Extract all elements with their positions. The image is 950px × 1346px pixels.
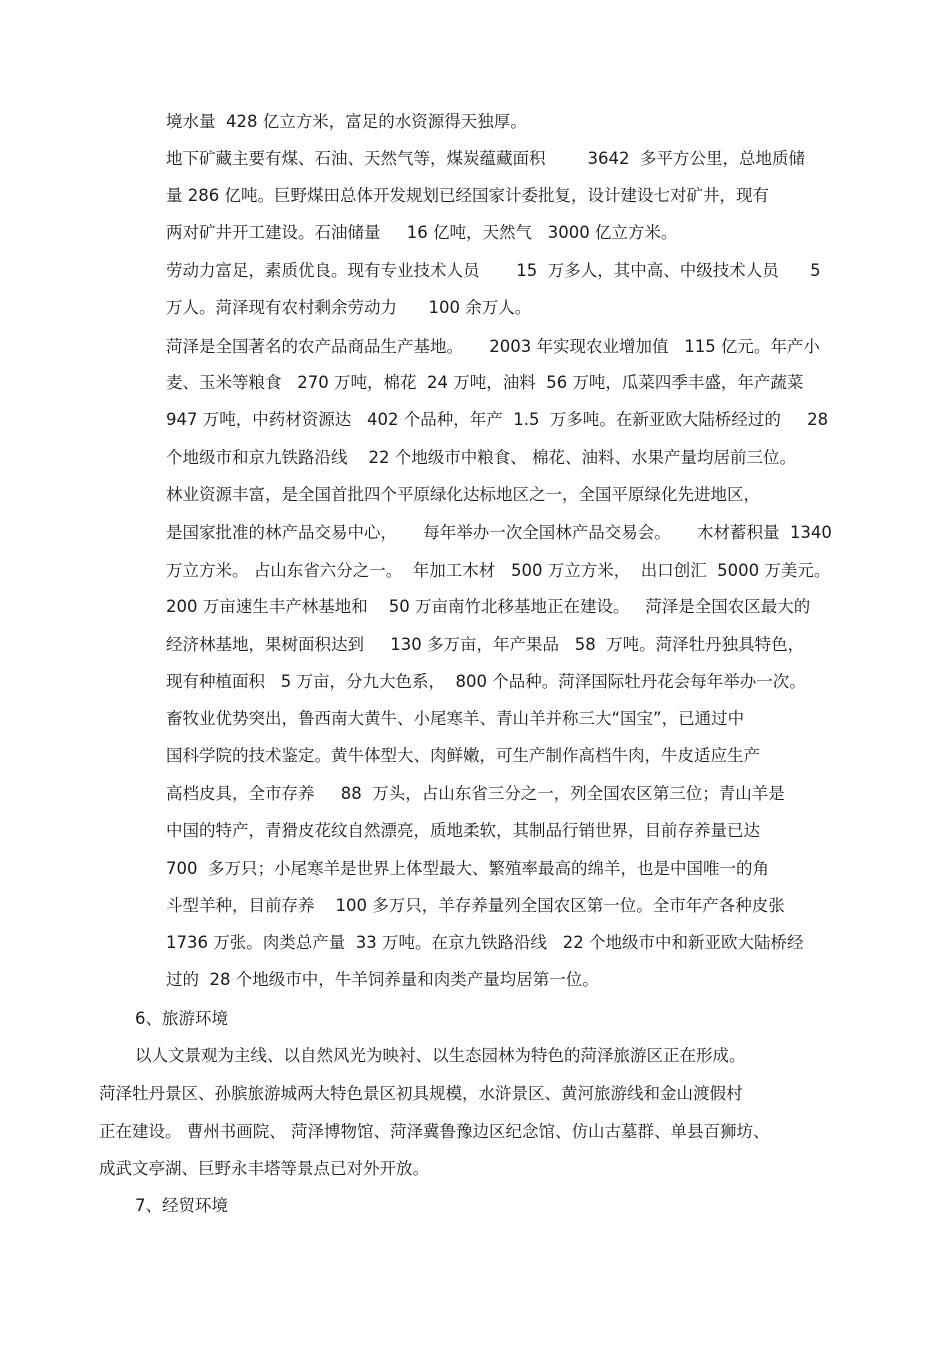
text-line: 万人。菏泽现有农村剩余劳动力 100 余万人。 [166, 298, 532, 317]
text-line: 万立方米。 占山东省六分之一。 年加工木材 500 万立方米， 出口创汇 5000 万美元。 [166, 561, 831, 580]
text-line: 1736 万张。肉类总产量 33 万吨。在京九铁路沿线 22 个地级市中和新亚欧大陆桥经 [166, 933, 804, 952]
text-line: 947 万吨，中药材资源达 402 个品种，年产 1.5 万多吨。在新亚欧大陆桥经过的 28 [166, 410, 829, 429]
text-line: 经济林基地，果树面积达到 130 多万亩，年产果品 58 万吨。菏泽牡丹独具特色， [166, 635, 805, 654]
text-line: 地下矿藏主要有煤、石油、天然气等，煤炭蕴藏面积 3642 多平方公里，总地质储 [166, 149, 805, 168]
text-line: 林业资源丰富，是全国首批四个平原绿化达标地区之一，全国平原绿化先进地区， [166, 485, 760, 504]
paragraph-line: 菏泽牡丹景区、孙膑旅游城两大特色景区初具规模，水浒景区、黄河旅游线和金山渡假村 [99, 1084, 743, 1103]
text-line: 斗型羊种，目前存养 100 多万只，羊存养量列全国农区第一位。全市年产各种皮张 [166, 896, 785, 915]
text-line: 现有种植面积 5 万亩，分九大色系， 800 个品种。菏泽国际牡丹花会每年举办一次。 [166, 672, 806, 691]
text-line: 700 多万只；小尾寒羊是世界上体型最大、繁殖率最高的绵羊，也是中国唯一的角 [166, 859, 769, 878]
text-line: 是国家批准的林产品交易中心， 每年举办一次全国林产品交易会。 木材蓄积量 1340 [166, 523, 832, 542]
text-line: 200 万亩速生丰产林基地和 50 万亩南竹北移基地正在建设。 菏泽是全国农区最大的 [166, 597, 811, 616]
text-line: 中国的特产，青猾皮花纹自然漂亮，质地柔软，其制品行销世界，目前存养量已达 [166, 821, 760, 840]
text-line: 国科学院的技术鉴定。黄牛体型大、肉鲜嫩，可生产制作高档牛肉，牛皮适应生产 [166, 746, 760, 765]
text-line: 两对矿井开工建设。石油储量 16 亿吨，天然气 3000 亿立方米。 [166, 223, 678, 242]
text-line: 麦、玉米等粮食 270 万吨，棉花 24 万吨，油料 56 万吨，瓜菜四季丰盛，年产蔬菜 [166, 373, 804, 392]
text-line: 高档皮具，全市存养 88 万头，占山东省三分之一，列全国农区第三位；青山羊是 [166, 784, 785, 803]
text-line: 个地级市和京九铁路沿线 22 个地级市中粮食、 棉花、油料、水果产量均居前三位。 [166, 448, 796, 467]
text-line: 过的 28 个地级市中，牛羊饲养量和肉类产量均居第一位。 [166, 970, 599, 989]
paragraph-line: 成武文亭湖、巨野永丰塔等景点已对外开放。 [99, 1159, 429, 1178]
paragraph-line: 以人文景观为主线、以自然风光为映衬、以生态园林为特色的菏泽旅游区正在形成。 [135, 1046, 746, 1065]
text-line: 量 286 亿吨。巨野煤田总体开发规划已经国家计委批复，设计建设七对矿井，现有 [166, 186, 769, 205]
text-line: 畜牧业优势突出，鲁西南大黄牛、小尾寒羊、青山羊并称三大“国宝”，已通过中 [166, 709, 745, 728]
paragraph-line: 正在建设。 曹州书画院、 菏泽博物馆、菏泽冀鲁豫边区纪念馆、仿山古墓群、单县百狮坊、 [99, 1122, 770, 1141]
text-line: 境水量 428 亿立方米，富足的水资源得天独厚。 [166, 112, 527, 131]
text-line: 劳动力富足，素质优良。现有专业技术人员 15 万多人，其中高、中级技术人员 5 [166, 261, 821, 280]
text-line: 菏泽是全国著名的农产品商品生产基地。 2003 年实现农业增加值 115 亿元。年产小 [166, 337, 820, 356]
section-heading-tourism: 6、旅游环境 [135, 1009, 228, 1028]
section-heading-trade: 7、经贸环境 [135, 1196, 228, 1215]
